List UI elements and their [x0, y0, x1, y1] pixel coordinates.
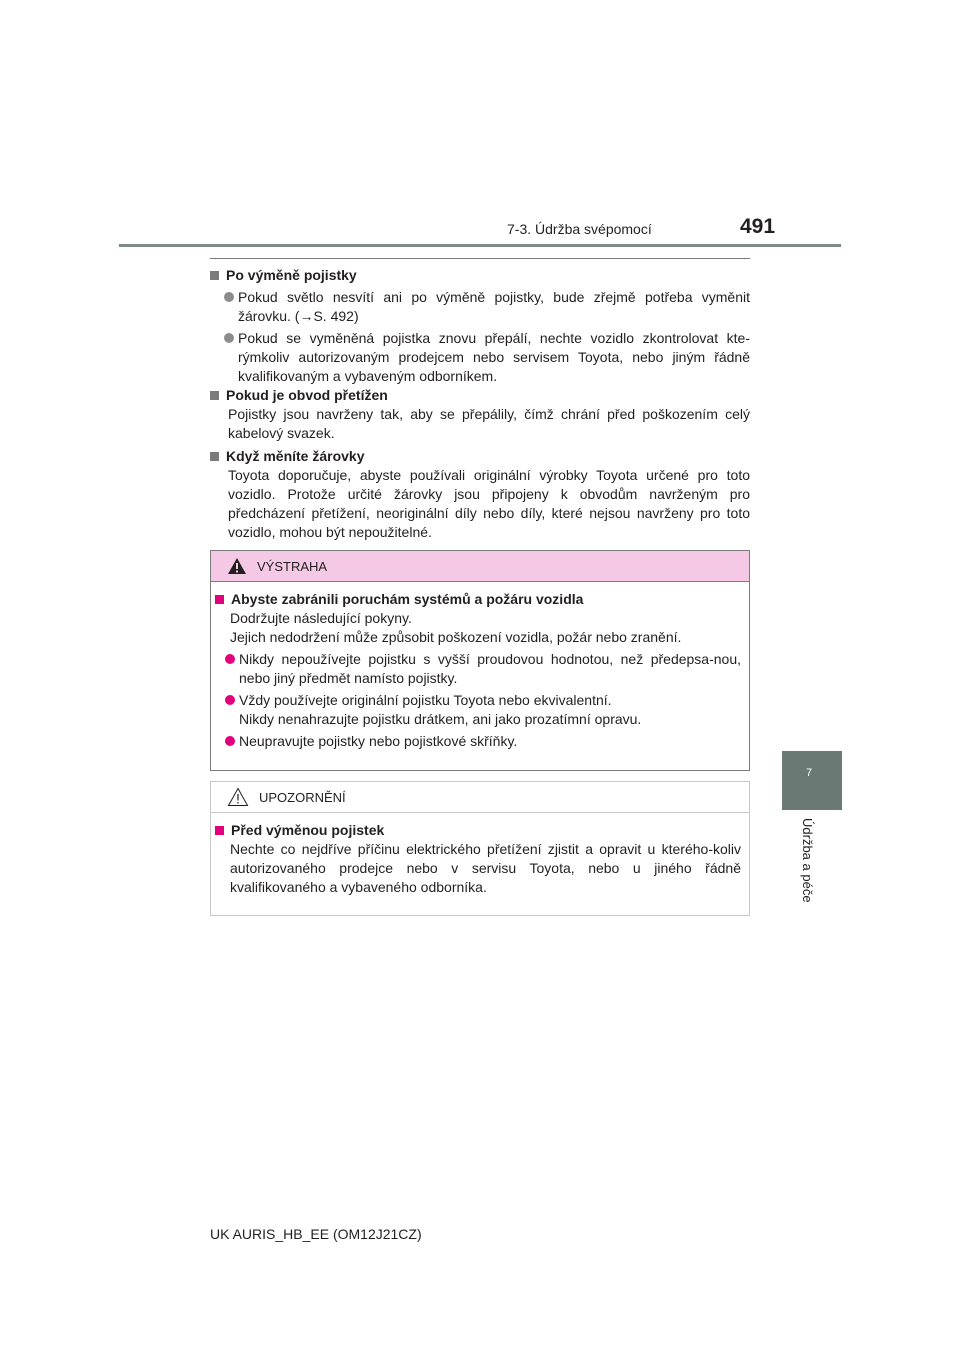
caution-triangle-icon: [227, 787, 249, 807]
warning-intro: Dodržujte následující pokyny.: [230, 610, 412, 626]
list-item-text: Nikdy nepoužívejte pojistku s vyšší proudovou hodnotou, než předepsa-nou, nebo jiný předmět namísto pojistky.: [239, 651, 741, 686]
chapter-number: 7: [806, 767, 813, 779]
list-item-text: Pokud se vyměněná pojistka znovu přepálí, nechte vozidlo zkontrolovat kte-rýmkoliv autorizovaným prodejcem nebo servisem Toyota, nebo jiným řádně kvalifikovaným a vybaveným odborníkem.: [238, 330, 750, 384]
section-text: Toyota doporučuje, abyste používali originální výrobky Toyota určené pro toto vozidlo. Protože určité žárovky jsou připojeny k obvodům navrženým pro předcházení přetížení, neoriginální díly nebo díly, které nejsou navrženy pro toto vozidlo, mohou být nepoužitelné.: [228, 467, 750, 540]
content-top-rule: [210, 258, 750, 259]
chapter-label: Údržba a péče: [800, 818, 815, 903]
section-circuit-overloaded: [210, 386, 750, 443]
round-bullet-icon: [224, 292, 234, 302]
list-item: [224, 288, 750, 326]
list-item-text: Neupravujte pojistky nebo pojistkové skříňky.: [239, 733, 518, 749]
warning-triangle-icon: [227, 557, 247, 575]
section-heading: Po výměně pojistky: [226, 267, 357, 283]
notice-header: [211, 782, 749, 813]
list-item-text: Pokud světlo nesvítí ani po výměně pojistky, bude zřejmě potřeba vyměnit žárovku. (→S. 492): [238, 289, 750, 324]
notice-label: UPOZORNĚNÍ: [259, 789, 346, 805]
round-bullet-icon: [224, 333, 234, 343]
warning-intro: Jejich nedodržení může způsobit poškození vozidla, požár nebo zranění.: [230, 629, 682, 645]
square-bullet-icon: [215, 826, 224, 835]
page-number: 491: [740, 215, 776, 238]
square-bullet-icon: [210, 271, 219, 280]
square-bullet-icon: [210, 391, 219, 400]
section-heading: Když měníte žárovky: [226, 448, 365, 464]
model-code: UK AURIS_HB_EE (OM12J21CZ): [210, 1226, 422, 1242]
list-item: [224, 329, 750, 386]
warning-title: Abyste zabránili poruchám systémů a požáru vozidla: [231, 591, 584, 607]
round-bullet-icon: [225, 736, 235, 746]
warning-header: [211, 551, 749, 582]
list-item: [225, 732, 741, 751]
notice-title: Před výměnou pojistek: [231, 822, 385, 838]
section-title: 7-3. Údržba svépomocí: [507, 221, 652, 237]
list-item: [225, 650, 741, 688]
notice-text: Nechte co nejdříve příčinu elektrického přetížení zjistit a opravit u kterého-koliv autorizovaného prodejce nebo v servisu Toyota, nebo u jiného řádně kvalifikovaného a vybaveného odborníka.: [230, 841, 741, 895]
warning-box: [210, 550, 750, 771]
section-text: Pojistky jsou navrženy tak, aby se přepálily, čímž chrání před poškozením celý kabelový svazek.: [228, 406, 750, 441]
square-bullet-icon: [210, 452, 219, 461]
warning-label: VÝSTRAHA: [257, 558, 328, 574]
square-bullet-icon: [215, 595, 224, 604]
list-item-text: Vždy používejte originální pojistku Toyota nebo ekvivalentní. Nikdy nenahrazujte pojistku drátkem, ani jako prozatímní opravu.: [239, 692, 642, 727]
header-rule: [119, 244, 841, 247]
section-fuse-replaced: [210, 266, 750, 386]
round-bullet-icon: [225, 695, 235, 705]
notice-box: [210, 781, 750, 916]
chapter-tab[interactable]: [782, 751, 842, 810]
list-item: [225, 691, 741, 729]
section-replacing-bulbs: [210, 447, 750, 542]
section-heading: Pokud je obvod přetížen: [226, 387, 388, 403]
round-bullet-icon: [225, 654, 235, 664]
